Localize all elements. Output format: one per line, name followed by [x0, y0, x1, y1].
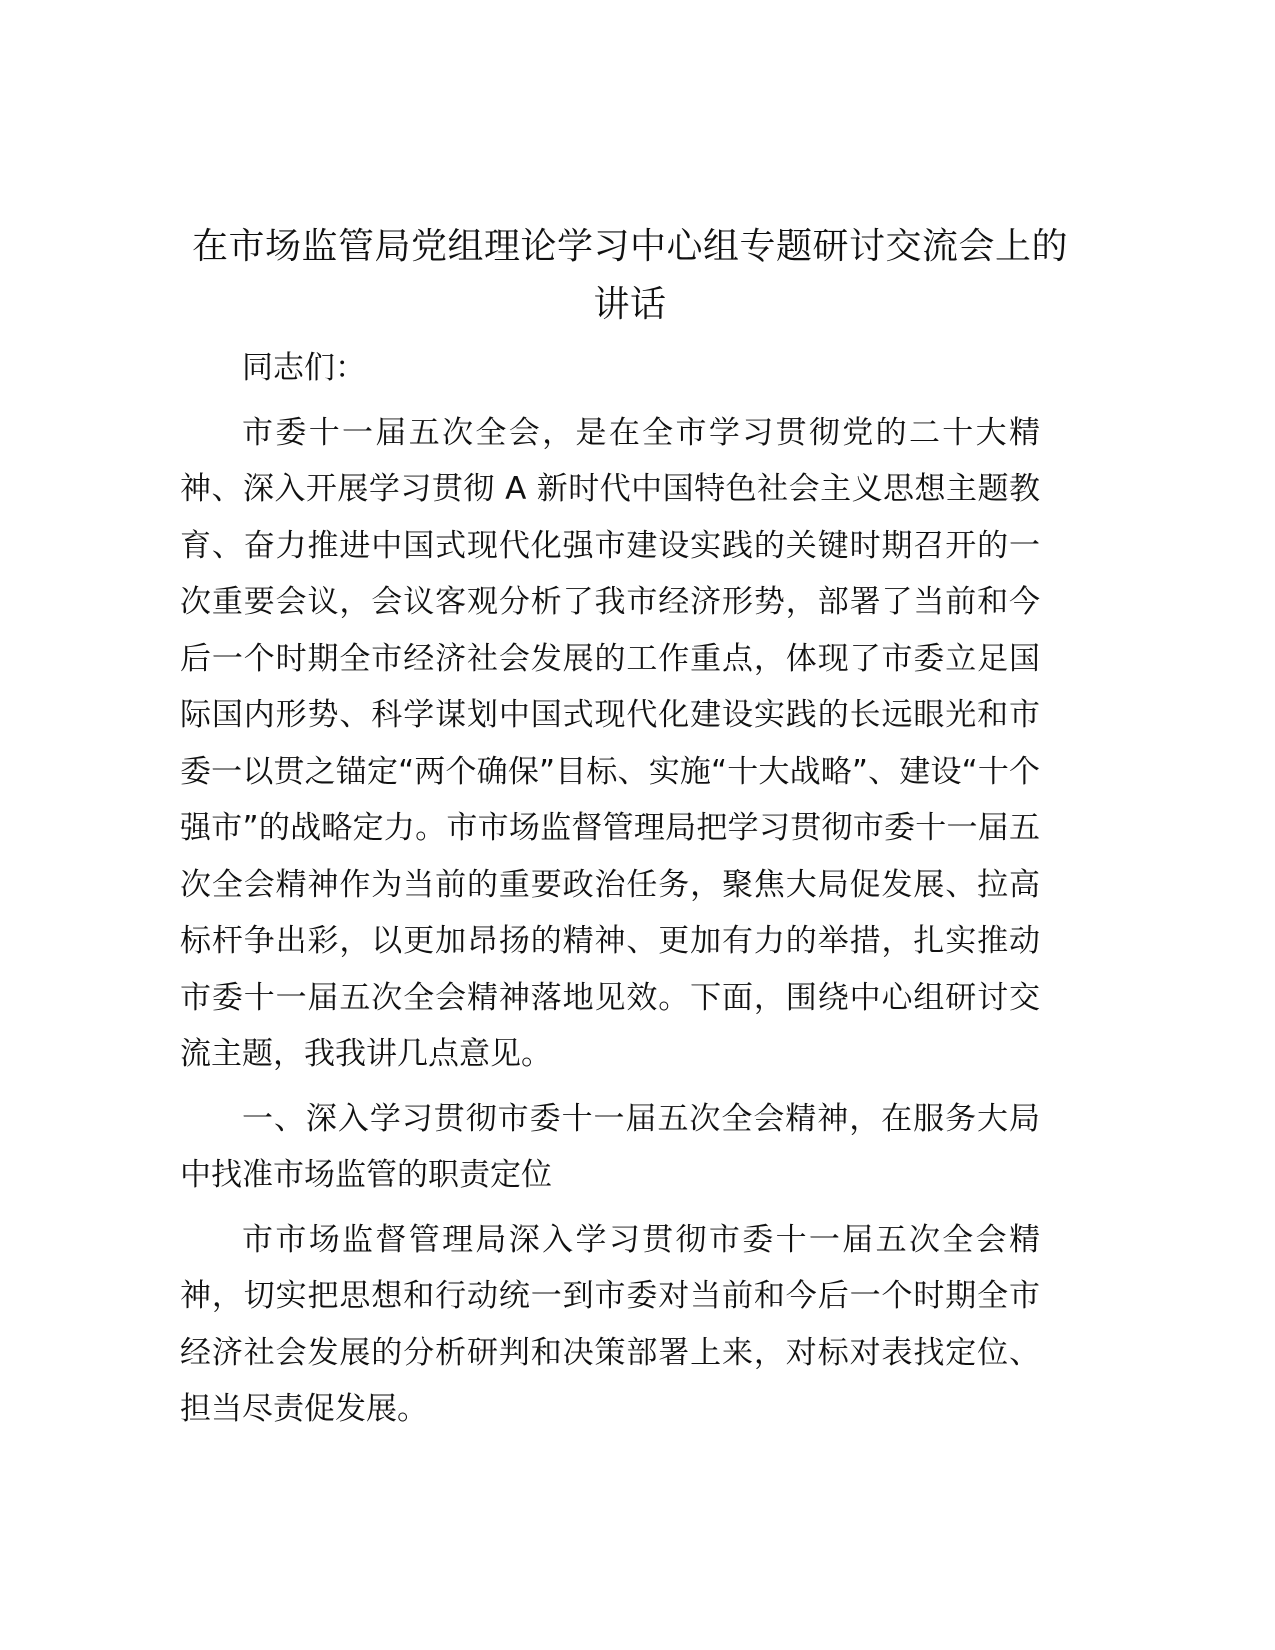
paragraph-section-1: 市市场监督管理局深入学习贯彻市委十一届五次全会精神，切实把思想和行动统一到市委对当前和今后一个时期全市经济社会发展的分析研判和决策部署上来，对标对表找定位、担当尽责促发展。 — [180, 1221, 1040, 1427]
salutation: 同志们： — [242, 350, 366, 386]
document-body — [180, 340, 1040, 1446]
section-heading-1: 一、深入学习贯彻市委十一届五次全会精神，在服务大局中找准市场监管的职责定位 — [180, 1100, 1040, 1193]
document-title: 在市场监管局党组理论学习中心组专题研讨交流会上的讲话 — [191, 226, 1068, 325]
paragraph-intro: 市委十一届五次全会，是在全市学习贯彻党的二十大精神、深入开展学习贯彻 A 新时代中国特色社会主义思想主题教育、奋力推进中国式现代化强市建设实践的关键时期召开的一次重要会议，会议客观分析了我市经济形势，部署了当前和今后一个时期全市经济社会发展的工作重点，体现了市委立足国际国内形势、科学谋划中国式现代化建设实践的长远眼光和市委一以贯之锚定“两个确保”目标、实施“十大战略”、建设“十个强市”的战略定力。市市场监督管理局把学习贯彻市委十一届五次全会精神作为当前的重要政治任务，聚焦大局促发展、拉高标杆争出彩，以更加昂扬的精神、更加有力的举措，扎实推动市委十一届五次全会精神落地见效。下面，围绕中心组研讨交流主题，我我讲几点意见。 — [180, 414, 1040, 1072]
